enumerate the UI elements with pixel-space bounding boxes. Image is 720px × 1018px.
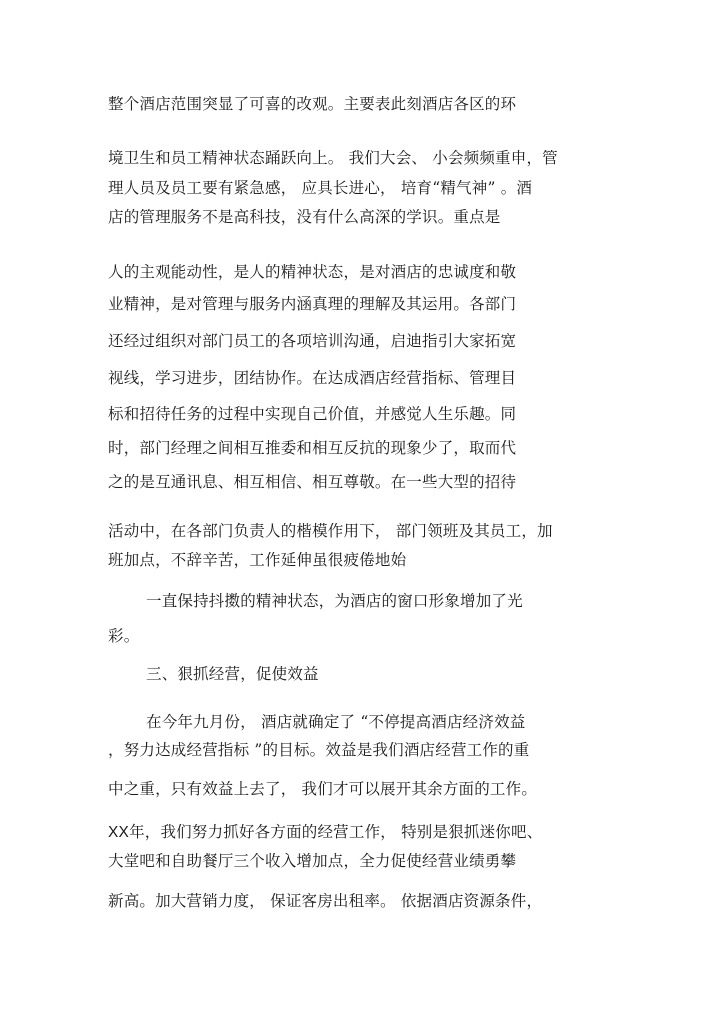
- text-line: 标和招待任务的过程中实现自己价值，并感觉人生乐趣。同: [108, 405, 517, 423]
- text-line: 境卫生和员工精神状态踊跃向上。 我们大会、 小会频频重申，管: [108, 149, 558, 167]
- text-line: 一直保持抖擞的精神状态，为酒店的窗口形象增加了光: [146, 592, 523, 610]
- text-line: 整个酒店范围突显了可喜的改观。主要表此刻酒店各区的环: [108, 95, 517, 113]
- section-heading: 三、狠抓经营，促使效益: [146, 665, 319, 683]
- text-line: 时，部门经理之间相互推委和相互反抗的现象少了，取而代: [108, 439, 517, 457]
- text-line: 还经过组织对部门员工的各项培训沟通，启迪指引大家拓宽: [108, 332, 517, 350]
- text-line: 店的管理服务不是高科技，没有什么高深的学识。重点是: [108, 208, 501, 226]
- text-line: 彩。: [108, 627, 140, 645]
- text-line: 之的是互通讯息、相互相信、相互尊敬。在一些大型的招待: [108, 473, 517, 491]
- text-line: ，努力达成经营指标 ”的目标。效益是我们酒店经营工作的重: [108, 741, 530, 759]
- text-line: 在今年九月份， 酒店就确定了 “不停提高酒店经济效益: [146, 713, 526, 731]
- text-line: 人的主观能动性，是人的精神状态，是对酒店的忠诚度和敬: [108, 263, 517, 281]
- text-line: 班加点，不辞辛苦，工作延伸虽很疲倦地始: [108, 551, 407, 569]
- text-line: 业精神，是对管理与服务内涵真理的理解及其运用。各部门: [108, 295, 517, 313]
- text-line: 年，我们努力抓好各方面的经营工作， 特别是狠抓迷你吧、: [129, 823, 543, 841]
- text-line: 视线，学习进步，团结协作。在达成酒店经营指标、管理目: [108, 369, 517, 387]
- text-line: 中之重，只有效益上去了， 我们才可以展开其余方面的工作。: [108, 780, 538, 798]
- text-line: 大堂吧和自助餐厅三个收入增加点，全力促使经营业绩勇攀: [108, 852, 517, 870]
- text-line-with-year: [108, 822, 542, 843]
- text-line: 活动中，在各部门负责人的楷模作用下， 部门领班及其员工，加: [108, 522, 553, 540]
- text-line: 新高。加大营销力度， 保证客房出租率。 依据酒店资源条件，: [108, 892, 543, 910]
- text-line: 理人员及员工要有紧急感， 应具长进心， 培育“精气神” 。酒: [108, 179, 533, 197]
- year-prefix: XX: [108, 824, 130, 841]
